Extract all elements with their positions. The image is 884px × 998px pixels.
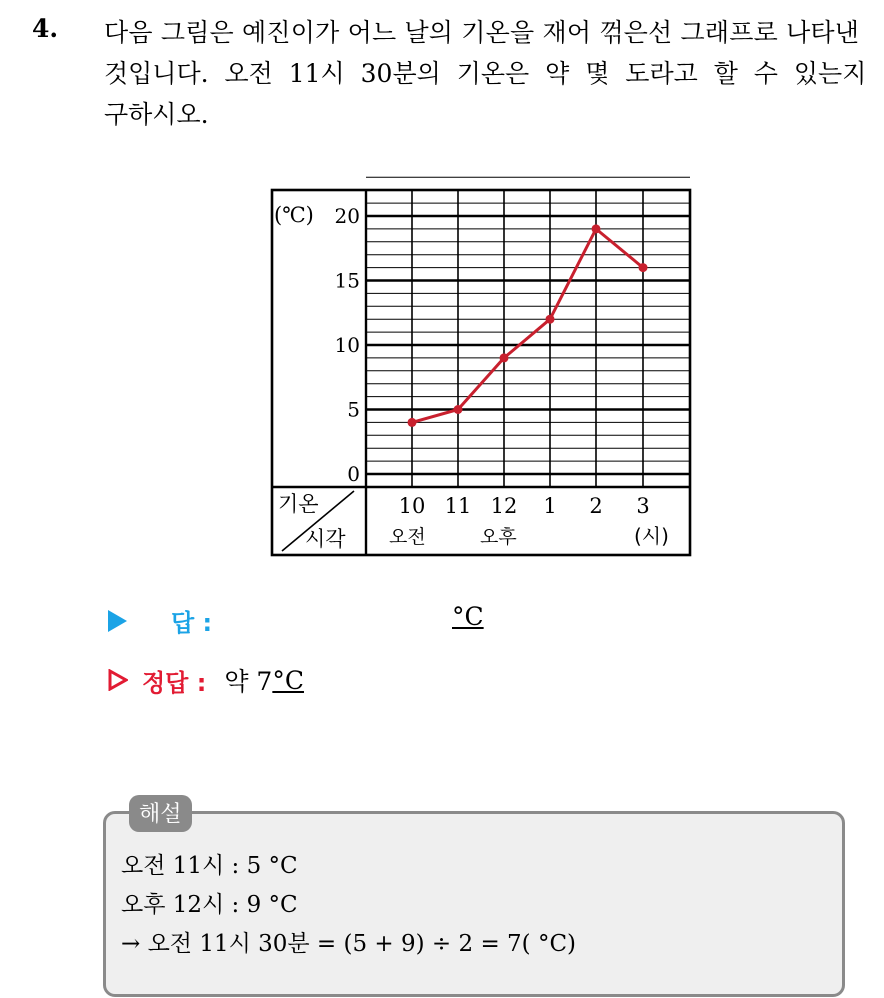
outline-triangle-icon — [108, 669, 128, 691]
y-tick-labels — [335, 204, 360, 486]
x-tick-label: 3 — [636, 494, 650, 518]
data-point — [500, 353, 509, 362]
correct-answer-value: 약 7 — [224, 667, 273, 696]
play-triangle-icon — [108, 610, 127, 632]
data-point — [454, 405, 463, 414]
x-unit-label: (시) — [634, 524, 669, 548]
graph-border — [272, 190, 690, 555]
question-line-2: 것입니다. 오전 11시 30분의 기온은 약 몇 도라고 할 수 있는지 — [104, 59, 867, 88]
answer-blank[interactable]: °C — [452, 602, 484, 631]
y-tick-label: 0 — [347, 462, 360, 486]
x-tick-label: 11 — [444, 494, 472, 518]
correct-answer-unit: °C — [272, 665, 304, 695]
question-number: 4. — [32, 14, 59, 43]
explanation-line-2: 오후 12시 : 9 °C — [121, 892, 298, 918]
y-tick-label: 20 — [334, 204, 360, 228]
explanation-tag: 해설 — [129, 795, 192, 832]
y-tick-label: 15 — [334, 268, 360, 293]
graph-grid — [366, 177, 690, 487]
answer-label: 답 : — [171, 609, 213, 637]
answer-row — [108, 603, 212, 638]
explanation-lines — [121, 847, 576, 964]
x-tick-label: 12 — [490, 494, 518, 518]
explanation-line-1: 오전 11시 : 5 °C — [121, 853, 298, 879]
correct-answer-label: 정답 : — [142, 668, 207, 697]
x-tick-label: 1 — [543, 494, 557, 518]
series-line — [412, 229, 643, 423]
data-point — [408, 418, 417, 427]
pm-label: 오후 — [480, 526, 517, 548]
x-tick-labels — [399, 494, 650, 518]
corner-label-temperature: 기온 — [278, 492, 319, 516]
y-tick-label: 10 — [334, 333, 360, 357]
correct-answer-row — [108, 662, 304, 698]
question-line-1: 다음 그림은 예진이가 어느 날의 기온을 재어 꺾은선 그래프로 나타낸 — [104, 18, 860, 47]
question-line-3: 구하시오. — [104, 100, 209, 129]
y-unit-label: (℃) — [274, 203, 314, 227]
y-tick-label: 5 — [347, 397, 360, 422]
am-label: 오전 — [389, 526, 426, 548]
graph-frame — [272, 190, 690, 555]
data-point — [592, 224, 601, 233]
x-tick-label: 2 — [589, 494, 603, 518]
explanation-line-3: → 오전 11시 30분 = (5 + 9) ÷ 2 = 7( °C) — [121, 931, 577, 957]
corner-label-time: 시각 — [305, 527, 346, 551]
data-point — [546, 315, 555, 324]
x-tick-label: 10 — [398, 494, 426, 518]
data-point — [639, 263, 648, 272]
